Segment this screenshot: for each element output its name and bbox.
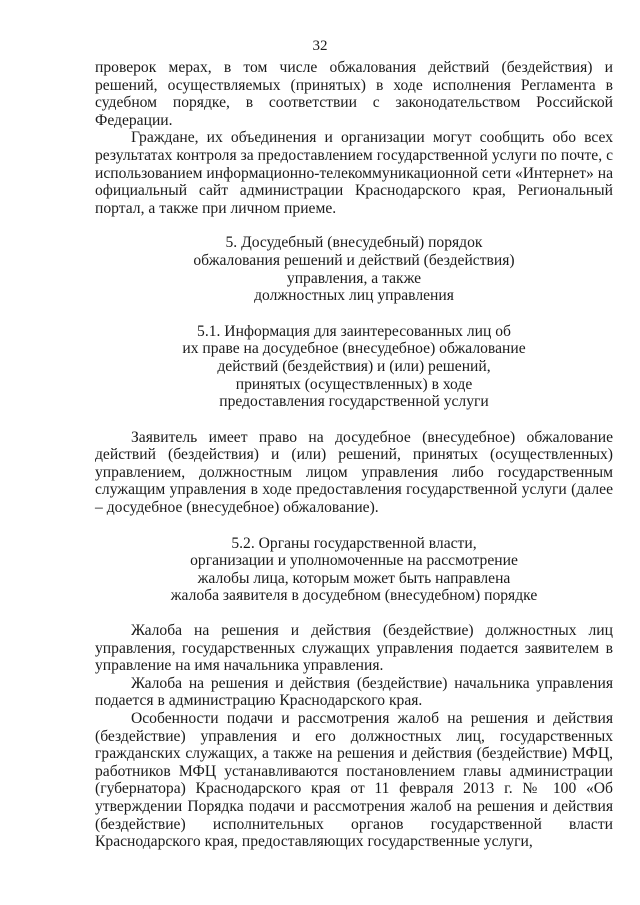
heading-line: должностных лиц управления (254, 287, 454, 305)
heading-line: 5.1. Информация для заинтересованных лиц об (197, 322, 511, 340)
heading-line: действий (бездействия) и (или) решений, (217, 357, 491, 375)
section-heading-5 (95, 234, 613, 304)
paragraph-applicant-right: Заявитель имеет право на досудебное (внесудебное) обжалование действий (бездействия) и (или) решений, принятых (осуществленных) управлением, должностным лицом управления либо государственным служащим управления в ходе предоставления государственной услуги (далее – досудебное (внесудебное) обжалование). (95, 428, 613, 517)
heading-line: принятых (осуществленных) в ходе (235, 375, 473, 393)
paragraph-citizens-report: Граждане, их объединения и организации могут сообщить обо всех результатах контроля за предоставлением государственной услуги по почте, с использованием информационно-телекоммуникационной сети «Интернет» на официальный сайт администрации Краснодарского края, Региональный портал, а также при личном приеме. (95, 129, 613, 217)
paragraph-complaint-specifics: Особенности подачи и рассмотрения жалоб на решения и действия (бездействие) управления и его должностных лиц, государственных гражданских служащих, а также на решения и действия (бездействие) МФЦ, работников МФЦ устанавливаются постановлением главы администрации (губернатора) Краснодарского края от 11 февраля 2013 г. № 100 «Об утверждении Порядка подачи и рассмотрения жалоб на решения и действия (бездействие) исполнительных органов государственной власти Краснодарского края, предоставляющих государственные услуги, (95, 710, 613, 851)
page-content (95, 59, 613, 851)
paragraph-appeal-procedure: проверок мерах, в том числе обжалования действий (бездействия) и решений, осуществляемых (принятых) в ходе исполнения Регламента в судебном порядке, в соответствии с законодательством Российской Федерации. (95, 59, 613, 129)
heading-line: их праве на досудебное (внесудебное) обжалование (182, 340, 526, 358)
heading-line: жалобы лица, которым может быть направлена (197, 569, 511, 587)
page-number: 32 (312, 38, 328, 54)
heading-line: жалоба заявителя в досудебном (внесудебном) порядке (170, 587, 538, 605)
heading-line: управления, а также (286, 269, 422, 287)
heading-line: 5. Досудебный (внесудебный) порядок (225, 234, 483, 252)
heading-line: 5.2. Органы государственной власти, (231, 534, 477, 552)
heading-line: организации и уполномоченные на рассмотрение (190, 552, 518, 570)
heading-line: предоставления государственной услуги (219, 393, 489, 411)
section-heading-5-1 (95, 323, 613, 411)
heading-line: обжалования решений и действий (бездействия) (193, 251, 515, 269)
paragraph-complaint-officials: Жалоба на решения и действия (бездействие) должностных лиц управления, государственных служащих управления подается заявителем в управление на имя начальника управления. (95, 622, 613, 675)
section-heading-5-2 (95, 535, 613, 605)
paragraph-complaint-head: Жалоба на решения и действия (бездействие) начальника управления подается в администрацию Краснодарского края. (95, 674, 613, 710)
